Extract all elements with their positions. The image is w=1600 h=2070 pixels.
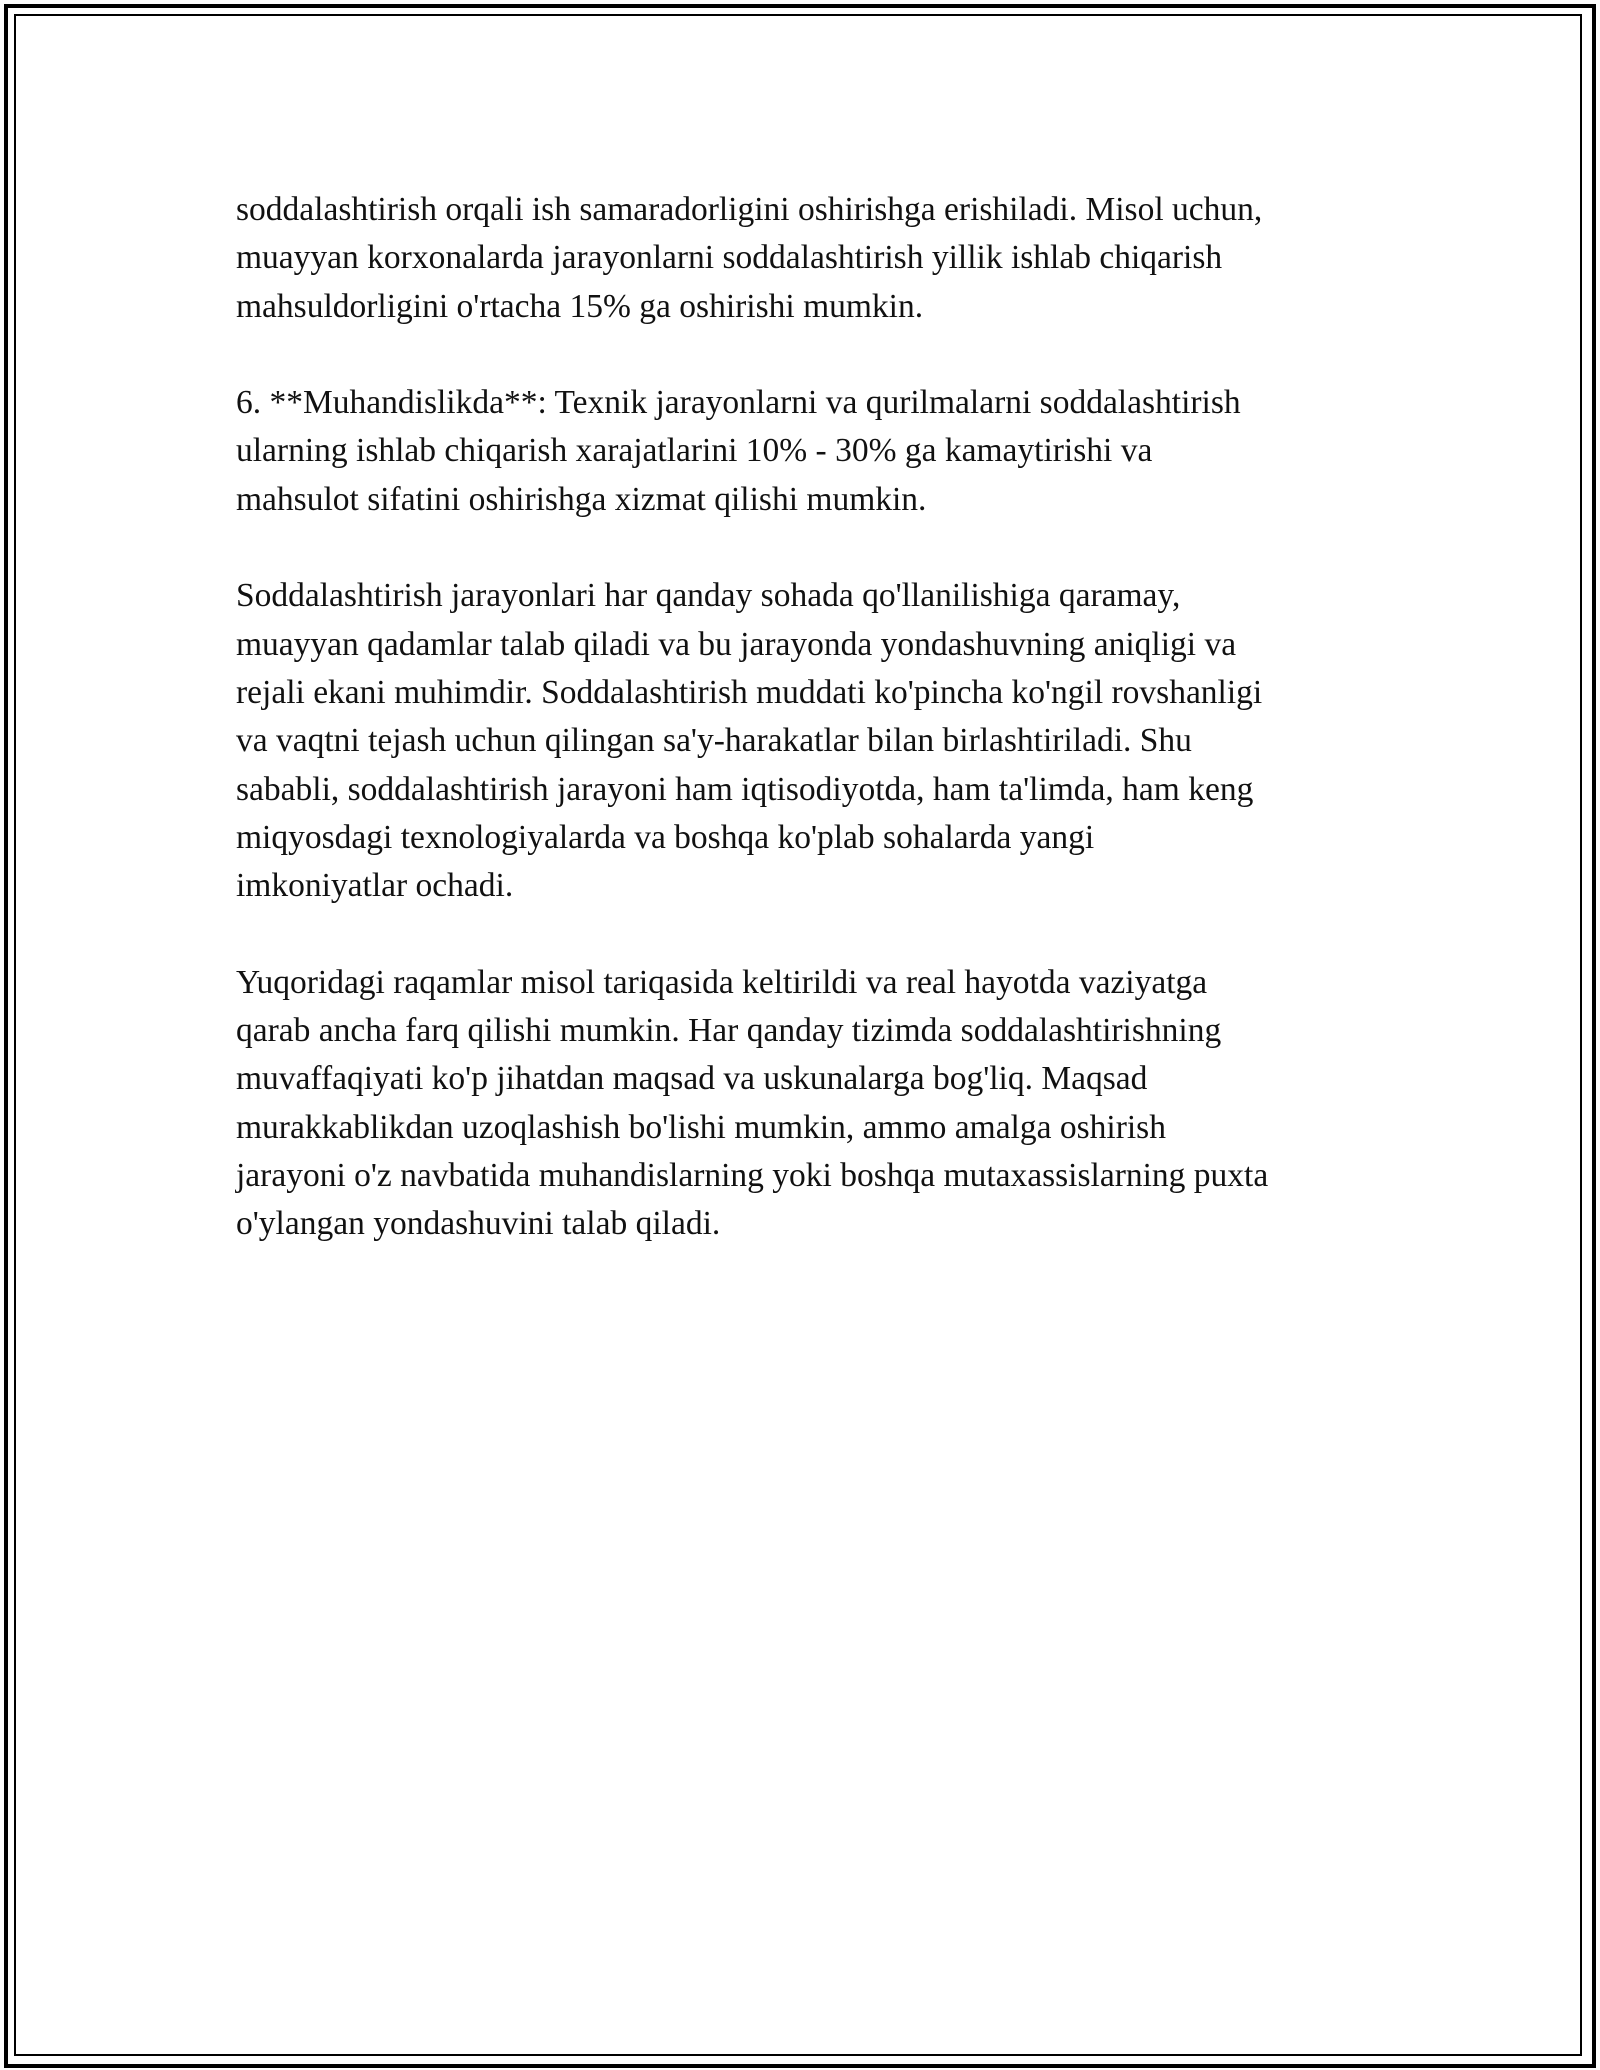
text-line: jarayoni o'z navbatida muhandislarning yoki boshqa mutaxassislarning puxta: [236, 1156, 1269, 1194]
document-body: [236, 186, 1386, 1297]
text-line: o'ylangan yondashuvini talab qiladi.: [236, 1205, 721, 1243]
text-line: muvaffaqiyati ko'p jihatdan maqsad va uskunalarga bog'liq. Maqsad: [236, 1060, 1148, 1098]
text-line: Yuqoridagi raqamlar misol tariqasida keltirildi va real hayotda vaziyatga: [236, 963, 1208, 1001]
text-line: muayyan qadamlar talab qiladi va bu jarayonda yondashuvning aniqligi va: [236, 625, 1237, 663]
paragraph-engineering: [236, 379, 1386, 524]
text-line: soddalashtirish orqali ish samaradorligini oshirishga erishiladi. Misol uchun,: [236, 191, 1263, 228]
text-line: imkoniyatlar ochadi.: [236, 867, 514, 905]
text-line: murakkablikdan uzoqlashish bo'lishi mumkin, ammo amalga oshirish: [236, 1108, 1166, 1146]
text-line: qarab ancha farq qilishi mumkin. Har qanday tizimda soddalashtirishning: [236, 1012, 1222, 1050]
paragraph-simplification-summary: [236, 572, 1386, 910]
text-line: sababli, soddalashtirish jarayoni ham iqtisodiyotda, ham ta'limda, ham keng: [236, 770, 1254, 808]
text-line: va vaqtni tejash uchun qilingan sa'y-harakatlar bilan birlashtiriladi. Shu: [236, 722, 1192, 760]
text-line: mahsuldorligini o'rtacha 15% ga oshirishi mumkin.: [236, 287, 924, 325]
text-line: miqyosdagi texnologiyalarda va boshqa ko'plab sohalarda yangi: [236, 818, 1095, 856]
text-line: mahsulot sifatini oshirishga xizmat qilishi mumkin.: [236, 480, 927, 518]
paragraph-productivity-continuation: [236, 186, 1386, 331]
text-line: 6. **Muhandislikda**: Texnik jarayonlarni va qurilmalarni soddalashtirish: [236, 384, 1241, 422]
text-line: ularning ishlab chiqarish xarajatlarini 10% - 30% ga kamaytirishi va: [236, 432, 1153, 470]
text-line: rejali ekani muhimdir. Soddalashtirish muddati ko'pincha ko'ngil rovshanligi: [236, 673, 1263, 711]
paragraph-conclusion: [236, 959, 1386, 1249]
text-line: muayyan korxonalarda jarayonlarni soddalashtirish yillik ishlab chiqarish: [236, 239, 1223, 277]
text-line: Soddalashtirish jarayonlari har qanday sohada qo'llanilishiga qaramay,: [236, 577, 1181, 615]
